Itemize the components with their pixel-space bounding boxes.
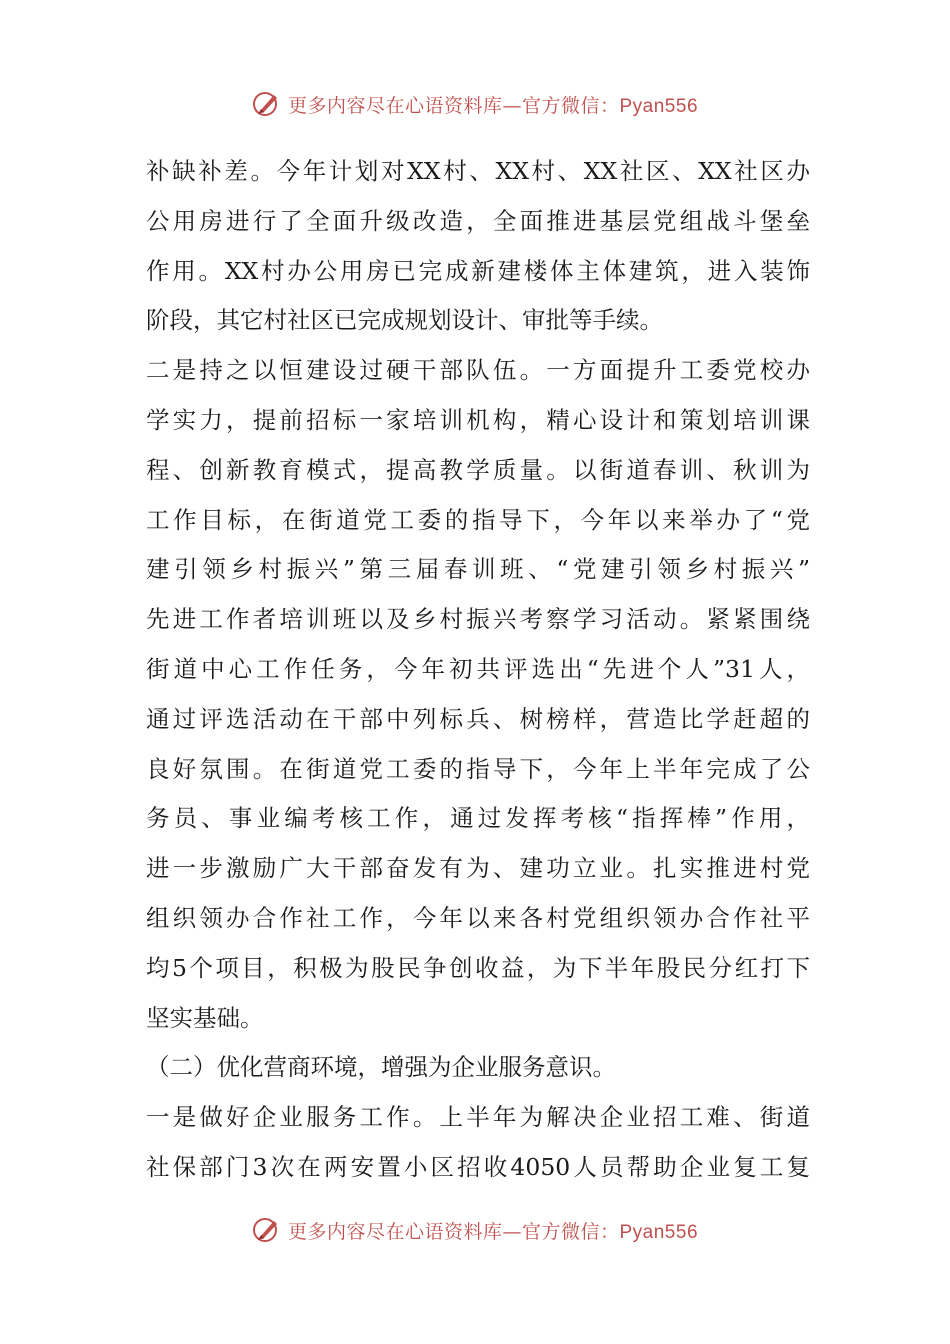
text-line: 阶段，其它村社区已完成规划设计、审批等手续。 <box>146 306 663 335</box>
text-line: 先进工作者培训班以及乡村振兴考察学习活动。紧紧围绕 <box>146 605 810 634</box>
text-line: 均5个项目，积极为股民争创收益，为下半年股民分红打下 <box>146 953 810 982</box>
text-line: 组织领办合作社工作，今年以来各村党组织领办合作社平 <box>146 903 810 932</box>
watermark-banner-top <box>0 84 950 124</box>
text-line: 学实力，提前招标一家培训机构，精心设计和策划培训课 <box>146 405 810 434</box>
text-line: 程、创新教育模式，提高教学质量。以街道春训、秋训为 <box>146 455 810 484</box>
text-line: 务员、事业编考核工作，通过发挥考核“指挥棒”作用， <box>146 804 810 833</box>
text-line: 坚实基础。 <box>146 1003 264 1032</box>
text-line: 良好氛围。在街道党工委的指导下，今年上半年完成了公 <box>146 754 810 783</box>
text-line: 补缺补差。今年计划对XX村、XX村、XX社区、XX社区办 <box>146 157 810 185</box>
text-line: 作用。XX村办公用房已完成新建楼体主体建筑，进入装饰 <box>146 256 810 285</box>
text-line: 建引领乡村振兴”第三届春训班、“党建引领乡村振兴” <box>146 555 810 584</box>
text-line: 街道中心工作任务，今年初共评选出“先进个人”31人， <box>146 654 810 683</box>
section-heading: （二）优化营商环境，增强为企业服务意识。 <box>146 1053 616 1082</box>
watermark-text: 更多内容尽在心语资料库—官方微信：Pyan556 <box>287 94 699 117</box>
text-line: 社保部门3次在两安置小区招收4050人员帮助企业复工复 <box>146 1152 810 1181</box>
text-line: 进一步激励广大干部奋发有为、建功立业。扎实推进村党 <box>146 854 810 883</box>
pen-logo-icon <box>252 1215 282 1245</box>
text-line: 一是做好企业服务工作。上半年为解决企业招工难、街道 <box>146 1103 810 1132</box>
watermark-banner-bottom <box>0 1210 950 1250</box>
text-line: 公用房进行了全面升级改造，全面推进基层党组战斗堡垒 <box>146 206 810 235</box>
text-line: 工作目标，在街道党工委的指导下，今年以来举办了“党 <box>146 505 810 534</box>
text-line: 二是持之以恒建设过硬干部队伍。一方面提升工委党校办 <box>146 356 810 385</box>
text-line: 通过评选活动在干部中列标兵、树榜样，营造比学赶超的 <box>146 704 810 733</box>
watermark-text: 更多内容尽在心语资料库—官方微信：Pyan556 <box>287 1220 699 1243</box>
pen-logo-icon <box>252 89 282 119</box>
document-body <box>146 147 810 1193</box>
